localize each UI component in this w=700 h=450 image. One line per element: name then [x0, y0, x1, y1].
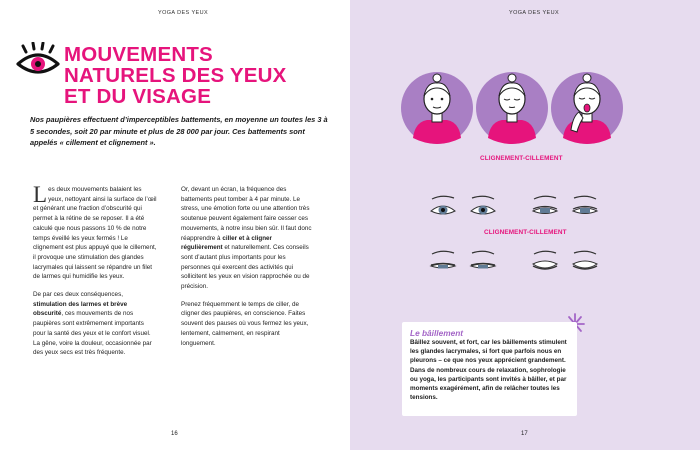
- page-number-right: 17: [521, 431, 528, 437]
- text-column-1: [33, 182, 157, 366]
- eyes-open-pair-1: [428, 193, 498, 223]
- page-title: [64, 44, 324, 107]
- eyes-closed-pair-2: [530, 248, 600, 278]
- col1-paragraph-1: Les deux mouvements balaient les yeux, nettoyant ainsi la surface de l’œil et générant une fraction d’obscurité qui permet à la rétine de se reposer. Il a été calculé que nous passons 10 % de notre temps éveillé les yeux fermés ! Le clignement est plus appuyé que le cillement, il provoque une stimulation des glandes lacrymales qui laissent se répandre un filet de larmes qui humidifie les yeux.: [33, 182, 157, 281]
- label-clignement-cillement-top: CLIGNEMENT-CILLEMENT: [480, 155, 563, 162]
- title-line-2: NATURELS DES YEUX: [64, 64, 287, 87]
- eyes-half-closed-pair-1: [530, 193, 600, 223]
- title-line-3: ET DU VISAGE: [64, 85, 212, 108]
- title-line-1: MOUVEMENTS: [64, 43, 213, 66]
- text-column-2: [181, 185, 313, 356]
- face-illustration-eyes-closed: [476, 72, 548, 144]
- col1-paragraph-2: De par ces deux conséquences, stimulation des larmes et brève obscurité, ces mouvements de nos paupières sont extrêmement importants pour la santé des yeux et le confort visuel. La gêne, voire la douleur, occasionnée par des yeux secs est très fréquente.: [33, 291, 152, 357]
- eyes-nearly-closed-pair-2: [428, 248, 498, 278]
- label-clignement-cillement-mid: CLIGNEMENT-CILLEMENT: [484, 229, 567, 236]
- box-title: Le bâillement: [410, 328, 464, 338]
- page-header-left: YOGA DES YEUX: [158, 10, 209, 16]
- eye-icon: [14, 42, 62, 80]
- box-text: Bâillez souvent, et fort, car les bâillements stimulent les glandes lacrymales, si fort que parfois nous en pleurons – ce que nos yeux apprécient grandement. Dans de nombreux cours de relaxation, sophrologie ou yoga, les participants sont invités à bâiller, et par moments exagérément, afin de relâcher toutes les tensions.: [410, 339, 567, 402]
- col2-paragraph-1: Or, devant un écran, la fréquence des battements peut tomber à 4 par minute. Le stress, une émotion forte ou une attention très soutenue peuvent également faire cesser ces mouvements, à notre insu bien sûr. Il faut donc réapprendre à ciller et à cligner régulièrement et naturellement. Ces conseils sont d’autant plus importants pour les personnes qui exercent des activités qui sollicitent les yeux en vision rapprochée ou de précision.: [181, 186, 312, 291]
- yawning-info-box: [402, 322, 577, 416]
- page-number-left: 16: [171, 431, 178, 437]
- intro-paragraph: Nos paupières effectuent d’imperceptibles battements, en moyenne un toutes les 3 à 5 secondes, soit 20 par minute et plus de 28 000 par jour. Ces battements sont appelés « cillement et clignement ».: [30, 115, 328, 147]
- page-header-right: YOGA DES YEUX: [509, 10, 560, 16]
- face-illustration-eyes-open: [401, 72, 473, 144]
- col2-paragraph-2: Prenez fréquemment le temps de ciller, de cligner des paupières, en conscience. Faites souvent des pauses où vous fermez les yeux, lentement, calmement, en respirant longuement.: [181, 300, 309, 347]
- face-illustration-yawning: [551, 72, 623, 144]
- drop-cap: L: [33, 182, 48, 207]
